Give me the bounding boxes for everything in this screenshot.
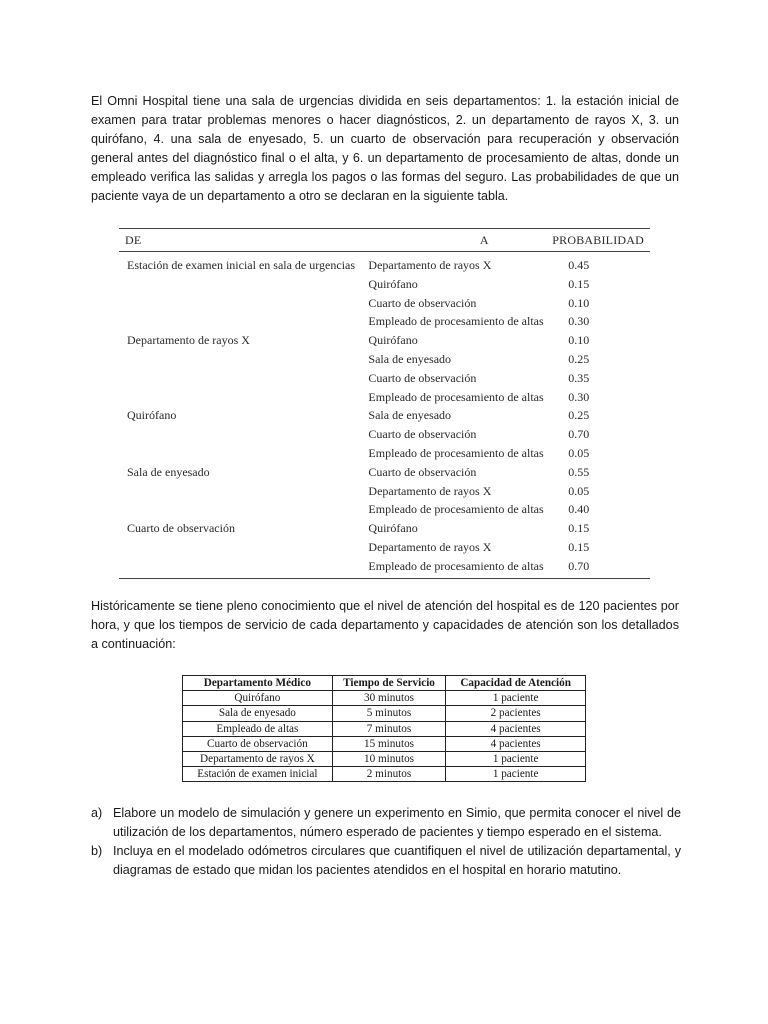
probability-cell: 0.05 bbox=[568, 445, 590, 460]
transition-row bbox=[119, 331, 650, 350]
transition-row bbox=[119, 463, 650, 482]
to-cell: Sala de enyesado bbox=[368, 408, 452, 423]
service-time-cell: 30 minutos bbox=[332, 691, 446, 706]
probability-cell: 0.40 bbox=[568, 502, 590, 517]
transition-row bbox=[119, 557, 650, 578]
header-probability: PROBABILIDAD bbox=[552, 229, 650, 252]
service-row bbox=[183, 721, 586, 736]
probability-cell: 0.55 bbox=[568, 464, 590, 479]
question-list bbox=[91, 804, 681, 880]
service-row bbox=[183, 752, 586, 767]
service-time-cell: 2 minutos bbox=[332, 767, 446, 782]
probability-cell: 0.30 bbox=[568, 314, 590, 329]
to-cell: Sala de enyesado bbox=[368, 351, 452, 366]
from-cell: Sala de enyesado bbox=[127, 464, 210, 479]
probability-cell: 0.15 bbox=[568, 276, 590, 291]
from-cell: Quirófano bbox=[127, 408, 177, 423]
probability-cell: 0.05 bbox=[568, 483, 590, 498]
service-time-cell: 15 minutos bbox=[332, 736, 446, 751]
service-row bbox=[183, 691, 586, 706]
transition-row bbox=[119, 482, 650, 501]
from-cell bbox=[119, 538, 362, 557]
service-row bbox=[183, 706, 586, 721]
department-cell: Sala de enyesado bbox=[183, 706, 333, 721]
service-row bbox=[183, 767, 586, 782]
to-cell: Cuarto de observación bbox=[368, 464, 477, 479]
transition-row bbox=[119, 312, 650, 331]
to-cell: Empleado de procesamiento de altas bbox=[368, 389, 544, 404]
capacity-cell: 1 paciente bbox=[446, 767, 586, 782]
transition-row bbox=[119, 275, 650, 294]
service-row bbox=[183, 736, 586, 751]
transition-row bbox=[119, 406, 650, 425]
to-cell: Departamento de rayos X bbox=[368, 539, 492, 554]
to-cell: Quirófano bbox=[368, 276, 418, 291]
from-cell bbox=[119, 350, 362, 369]
probability-cell: 0.30 bbox=[568, 389, 590, 404]
question-item bbox=[91, 842, 681, 880]
from-cell bbox=[119, 557, 362, 578]
from-cell bbox=[119, 388, 362, 407]
capacity-cell: 1 paciente bbox=[446, 752, 586, 767]
service-time-cell: 7 minutos bbox=[332, 721, 446, 736]
probability-cell: 0.25 bbox=[568, 351, 590, 366]
probability-cell: 0.10 bbox=[568, 295, 590, 310]
department-cell: Cuarto de observación bbox=[183, 736, 333, 751]
to-cell: Cuarto de observación bbox=[368, 295, 477, 310]
to-cell: Departamento de rayos X bbox=[368, 483, 492, 498]
header-to: A bbox=[362, 229, 552, 252]
to-cell: Empleado de procesamiento de altas bbox=[368, 445, 544, 460]
probability-cell: 0.70 bbox=[552, 557, 650, 578]
department-cell: Departamento de rayos X bbox=[183, 752, 333, 767]
from-cell bbox=[119, 294, 362, 313]
historical-paragraph: Históricamente se tiene pleno conocimiento que el nivel de atención del hospital es de 120 pacientes por hora, y que los tiempos de servicio de cada departamento y capacidades de atención son los detallados a continuación: bbox=[91, 599, 679, 651]
from-cell: Estación de examen inicial en sala de urgencias bbox=[127, 258, 356, 272]
probability-cell: 0.25 bbox=[568, 408, 590, 423]
transition-row bbox=[119, 538, 650, 557]
service-table-header bbox=[183, 676, 586, 691]
from-cell bbox=[119, 500, 362, 519]
probability-cell: 0.45 bbox=[568, 258, 590, 272]
from-cell: Cuarto de observación bbox=[127, 521, 235, 536]
header-service-time: Tiempo de Servicio bbox=[332, 676, 446, 691]
capacity-cell: 2 pacientes bbox=[446, 706, 586, 721]
from-cell bbox=[119, 482, 362, 501]
department-cell: Estación de examen inicial bbox=[183, 767, 333, 782]
service-time-cell: 5 minutos bbox=[332, 706, 446, 721]
transition-row bbox=[119, 252, 650, 275]
service-time-cell: 10 minutos bbox=[332, 752, 446, 767]
probability-cell: 0.10 bbox=[568, 333, 590, 348]
header-department: Departamento Médico bbox=[183, 676, 333, 691]
capacity-cell: 1 paciente bbox=[446, 691, 586, 706]
probability-cell: 0.15 bbox=[568, 539, 590, 554]
header-capacity: Capacidad de Atención bbox=[446, 676, 586, 691]
service-times-table bbox=[182, 675, 586, 782]
transition-row bbox=[119, 350, 650, 369]
transition-row bbox=[119, 444, 650, 463]
to-cell: Empleado de procesamiento de altas bbox=[368, 314, 544, 329]
question-text: Incluya en el modelado odómetros circulares que cuantifiquen el nivel de utilización departamental, y diagramas de estado que midan los pacientes atendidos en el hospital en horario matutino. bbox=[113, 844, 681, 877]
capacity-cell: 4 pacientes bbox=[446, 721, 586, 736]
transition-row bbox=[119, 519, 650, 538]
to-cell: Quirófano bbox=[368, 521, 418, 536]
to-cell: Empleado de procesamiento de altas bbox=[368, 502, 544, 517]
department-cell: Quirófano bbox=[183, 691, 333, 706]
question-marker: a) bbox=[91, 806, 103, 820]
transition-row bbox=[119, 388, 650, 407]
question-marker: b) bbox=[91, 844, 103, 858]
to-cell: Departamento de rayos X bbox=[368, 258, 492, 272]
transition-row bbox=[119, 425, 650, 444]
to-cell: Quirófano bbox=[368, 333, 418, 348]
intro-paragraph: El Omni Hospital tiene una sala de urgencias dividida en seis departamentos: 1. la estación inicial de examen para tratar problemas menores o hacer diagnósticos, 2. un departamento de rayos X, 3. un quirófano, 4. una sala de enyesado, 5. un cuarto de observación para recuperación y observación general antes del diagnóstico final o el alta, y 6. un departamento de procesamiento de altas, donde un empleado verifica las salidas y arregla los pagos o las formas del seguro. Las probabilidades de que un paciente vaya de un departamento a otro se declaran en la siguiente tabla. bbox=[91, 94, 679, 203]
from-cell bbox=[119, 425, 362, 444]
transition-row bbox=[119, 500, 650, 519]
transition-row bbox=[119, 369, 650, 388]
department-cell: Empleado de altas bbox=[183, 721, 333, 736]
from-cell: Departamento de rayos X bbox=[127, 333, 250, 348]
transition-table-header bbox=[119, 229, 650, 252]
transition-row bbox=[119, 294, 650, 313]
question-item bbox=[91, 804, 681, 842]
capacity-cell: 4 pacientes bbox=[446, 736, 586, 751]
from-cell bbox=[119, 444, 362, 463]
question-text: Elabore un modelo de simulación y genere un experimento en Simio, que permita conocer el nivel de utilización de los departamentos, número esperado de pacientes y tiempo esperado en el sistema. bbox=[113, 806, 681, 839]
from-cell bbox=[119, 369, 362, 388]
transition-probability-table bbox=[119, 228, 650, 579]
probability-cell: 0.70 bbox=[568, 427, 590, 442]
to-cell: Cuarto de observación bbox=[368, 427, 477, 442]
to-cell: Cuarto de observación bbox=[368, 370, 477, 385]
to-cell: Empleado de procesamiento de altas bbox=[362, 557, 552, 578]
probability-cell: 0.35 bbox=[568, 370, 590, 385]
probability-cell: 0.15 bbox=[568, 521, 590, 536]
from-cell bbox=[119, 312, 362, 331]
header-from: DE bbox=[119, 229, 362, 252]
from-cell bbox=[119, 275, 362, 294]
